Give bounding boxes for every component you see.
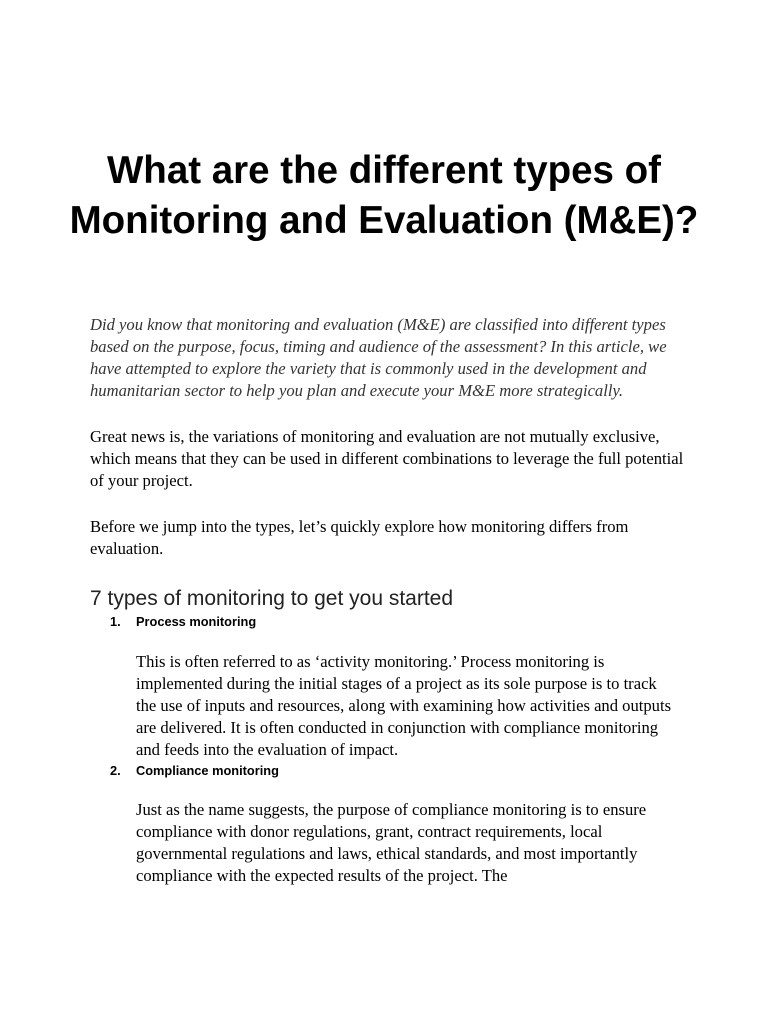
list-item-body: Just as the name suggests, the purpose of compliance monitoring is to ensure compliance with donor regulations, grant, contract requirements, local governmental regulations and laws, ethical standards, and most importantly compliance with the expected results of the project. The xyxy=(136,800,647,885)
document-title: What are the different types of Monitoring and Evaluation (M&E)? xyxy=(69,149,699,242)
list-item-number: 1. xyxy=(110,614,121,629)
body-paragraph: Great news is, the variations of monitoring and evaluation are not mutually exclusive, which means that they can be used in different combinations to leverage the full potential of your project. xyxy=(90,427,684,490)
list-item-number: 2. xyxy=(110,763,121,778)
list-item-heading xyxy=(110,763,279,779)
list-item-title: Process monitoring xyxy=(136,614,257,629)
list-item-body: This is often referred to as ‘activity monitoring.’ Process monitoring is implemented during the initial stages of a project as its sole purpose is to track the use of inputs and resources, along with examining how activities and outputs are delivered. It is often conducted in conjunction with compliance monitoring and feeds into the evaluation of impact. xyxy=(136,652,672,759)
section-heading: 7 types of monitoring to get you started xyxy=(90,587,454,610)
intro-paragraph: Did you know that monitoring and evaluation (M&E) are classified into different types based on the purpose, focus, timing and audience of the assessment? In this article, we have attempted to explore the variety that is commonly used in the development and humanitarian sector to help you plan and execute your M&E more strategically. xyxy=(90,315,667,400)
body-paragraph: Before we jump into the types, let’s quickly explore how monitoring differs from evaluation. xyxy=(90,517,629,558)
list-item-heading xyxy=(110,614,256,630)
list-item-title: Compliance monitoring xyxy=(136,763,279,778)
